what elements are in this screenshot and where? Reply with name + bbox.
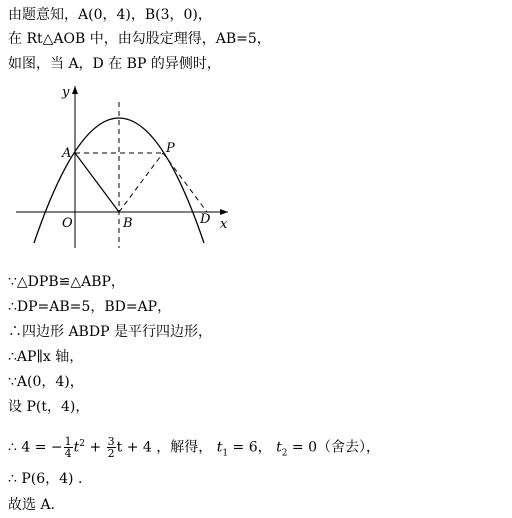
- x-axis-arrow: [220, 209, 228, 215]
- label-d: D: [200, 212, 211, 227]
- label-o: O: [62, 216, 73, 231]
- text-line-equation: [8, 430, 381, 461]
- label-x: x: [220, 217, 228, 232]
- segment-pd: [163, 153, 207, 212]
- eq-t1-sub: 1: [222, 448, 229, 459]
- eq-t2-sub: 2: [281, 448, 288, 459]
- text-line-4: ∵△DPB≌△ABP，: [8, 274, 125, 290]
- text-line-5: ∴DP=AB=5，BD=AP，: [8, 299, 172, 315]
- eq-prefix: ∴ 4 = −: [8, 439, 63, 456]
- label-b: B: [123, 216, 133, 231]
- frac1-denominator: 4: [64, 447, 72, 461]
- text-line-11: ∴ P(6，4) .: [8, 471, 83, 487]
- parabola-curve: [34, 118, 204, 243]
- segment-bp: [119, 153, 163, 212]
- eq-t-squared: t: [73, 439, 80, 456]
- text-line-1: 由题意知，A(0，4)，B(3，0)，: [8, 7, 212, 23]
- label-y: y: [62, 85, 70, 100]
- fraction-three-halves: [107, 436, 116, 459]
- text-line-2: 在 Rt△AOB 中，由勾股定理得，AB=5，: [8, 31, 271, 47]
- frac1-numerator: 1: [64, 435, 72, 449]
- frac2-numerator: 3: [107, 435, 115, 449]
- frac2-denominator: 2: [107, 447, 115, 461]
- text-line-9: 设 P(t，4)，: [8, 399, 90, 415]
- text-line-3: 如图，当 A，D 在 BP 的异侧时，: [8, 56, 221, 72]
- eq-square: 2: [79, 439, 86, 449]
- eq-rest: t + 4 ，解得，: [116, 439, 217, 456]
- eq-t1-val: = 6，: [228, 439, 277, 456]
- fraction-one-quarter: [64, 436, 73, 459]
- label-a: A: [62, 146, 72, 161]
- text-line-8: ∵A(0，4)，: [8, 374, 84, 390]
- eq-t1: t: [216, 439, 223, 456]
- text-line-6: ∴四边形 ABDP 是平行四边形，: [8, 324, 212, 340]
- text-line-12: 故选 A.: [8, 497, 56, 513]
- segment-ab: [75, 153, 119, 212]
- text-line-7: ∴AP∥x 轴，: [8, 349, 84, 365]
- y-axis-arrow: [72, 86, 78, 94]
- eq-t2-val: = 0（舍去），: [287, 439, 381, 456]
- eq-plus: +: [85, 439, 106, 456]
- eq-t2: t: [276, 439, 282, 456]
- label-p: P: [166, 141, 175, 156]
